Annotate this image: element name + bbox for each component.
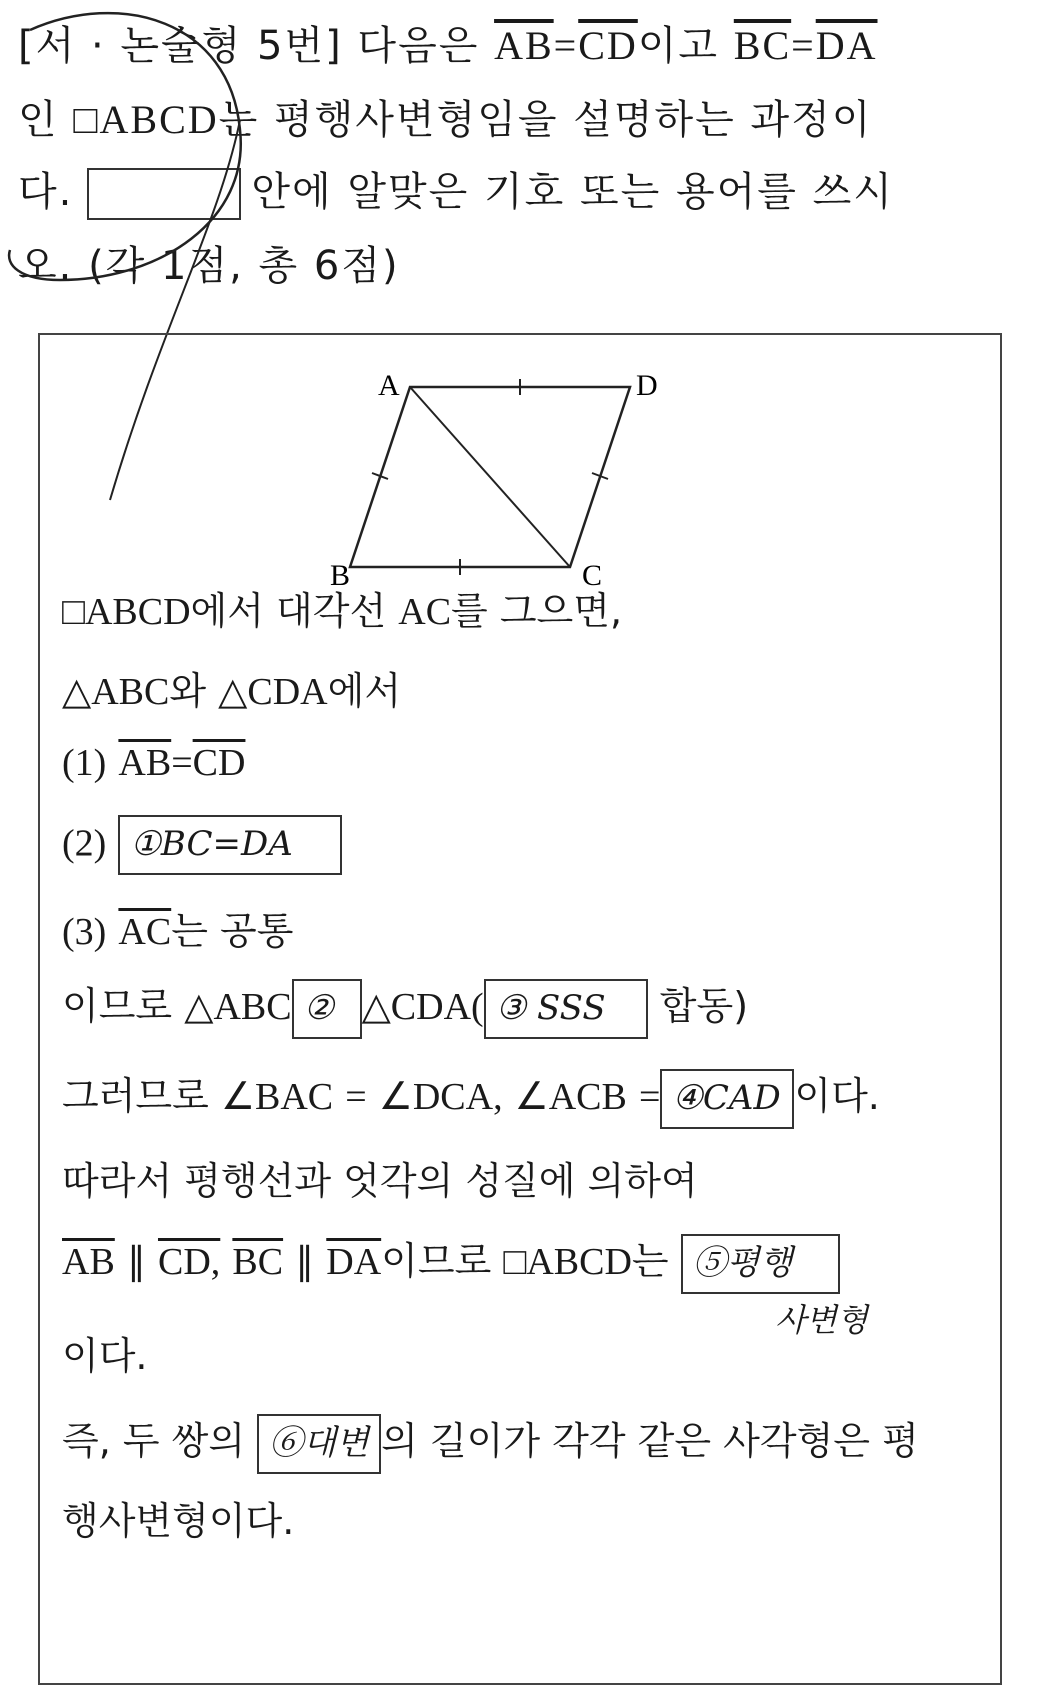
vertex-d-label: D: [636, 369, 658, 402]
question-line-1: [18, 14, 878, 71]
triangle-abc: △ABC: [62, 671, 170, 713]
and-text: 와: [169, 669, 207, 713]
vertex-a-label: A: [378, 369, 400, 402]
segment-ac: $\overline{AC}$: [118, 911, 172, 953]
blank-box-icon: [87, 168, 241, 220]
angle-acb: ∠ACB: [514, 1076, 627, 1118]
proof-line-1: [62, 580, 622, 635]
question-line-4: [18, 234, 400, 291]
angle-bac: ∠BAC: [220, 1076, 334, 1118]
so-text: 이므로: [381, 1239, 492, 1283]
points-text: 오. (각 1점, 총 6점): [18, 243, 400, 289]
conjunction-text: 이고: [637, 23, 720, 69]
step-3-number: (3): [62, 911, 107, 953]
quad-abcd: □ABCD: [73, 97, 219, 142]
line2-start: 인: [18, 97, 59, 143]
quad-abcd: □ABCD: [503, 1241, 632, 1283]
answer-box-3: ③ SSS: [484, 979, 648, 1039]
conclusion-end-text: 행사변형이다.: [62, 1499, 295, 1543]
step-1-number: (1): [62, 742, 107, 784]
segment-bc: $\overline{BC}$: [733, 23, 792, 68]
segment-ab: $\overline{AB}$: [62, 1241, 115, 1283]
is-text: 이다.: [62, 1334, 148, 1378]
diagonal-text: 에서 대각선: [190, 589, 387, 633]
equals-sign-2: =: [791, 23, 816, 68]
line3-start: 다.: [18, 169, 74, 215]
in-text: 에서: [327, 669, 402, 713]
diagonal-ac-icon: [410, 387, 570, 567]
equals-sign-2: =: [638, 1076, 661, 1118]
answer-box-6: ⑥대변: [257, 1414, 381, 1474]
answer-box-1: ①BC=DA: [118, 815, 342, 875]
proof-line-9: [62, 1230, 840, 1294]
equals-sign: =: [171, 742, 193, 784]
answer-box-2: ②: [292, 979, 362, 1039]
vertex-c-label: C: [582, 559, 603, 592]
is-text: 이다.: [794, 1074, 880, 1118]
segment-cd: $\overline{CD}$: [578, 23, 638, 68]
topic-particle: 는: [631, 1239, 669, 1283]
segment-ab: $\overline{AB}$: [118, 742, 172, 784]
conclusion-text: 의 길이가 각각 같은 사각형은 평: [381, 1419, 919, 1463]
segment-da: $\overline{DA}$: [815, 23, 878, 68]
angle-dca: ∠DCA,: [378, 1076, 503, 1118]
proof-box: [38, 333, 1002, 1685]
answer-box-5: ⑤평행: [681, 1234, 840, 1294]
proof-line-4: [62, 815, 342, 875]
vertex-b-label: B: [330, 559, 351, 592]
segment-cd: CD,: [157, 1241, 221, 1283]
proof-line-11: [62, 1410, 919, 1474]
proof-line-8: [62, 1150, 698, 1205]
parallel-sign-2: ∥: [295, 1241, 315, 1283]
equals-sign: =: [553, 23, 579, 68]
handwritten-note: 사변형: [775, 1301, 868, 1339]
proof-line-6: [62, 975, 748, 1039]
thus-text: 그러므로: [62, 1074, 209, 1118]
draw-text: 를 그으면,: [451, 589, 623, 633]
question-label: [서 · 논술형 5번] 다음은: [18, 23, 480, 69]
question-line-3: [18, 160, 894, 220]
reason-text: 따라서 평행선과 엇각의 성질에 의하여: [62, 1159, 698, 1203]
segment-ab: $\overline{AB}$: [494, 23, 554, 68]
triangle-abc: △ABC: [184, 986, 292, 1028]
parallel-sign: ∥: [126, 1241, 146, 1283]
proof-line-12: [62, 1490, 294, 1545]
line3-rest: 안에 알맞은 기호 또는 용어를 쓰시: [251, 169, 894, 215]
equals-sign: =: [345, 1076, 367, 1118]
triangle-cda: △CDA: [218, 671, 328, 713]
common-text: 는 공통: [171, 909, 294, 953]
triangle-cda: △CDA(: [361, 986, 484, 1028]
segment-bc: $\overline{BC}$: [232, 1241, 284, 1283]
segment-ac: AC: [398, 591, 452, 633]
congruent-text: 합동): [659, 984, 749, 1028]
question-line-2: [18, 88, 872, 145]
that-is-text: 즉, 두 쌍의: [62, 1419, 246, 1463]
step-2-number: (2): [62, 822, 107, 865]
proof-line-2: [62, 660, 401, 715]
segment-cd: $\overline{CD}$: [192, 742, 246, 784]
proof-line-5: [62, 900, 293, 955]
quad-abcd: □ABCD: [62, 591, 191, 633]
proof-line-3: [62, 740, 245, 785]
segment-da: $\overline{DA}$: [326, 1241, 382, 1283]
proof-line-10: [62, 1325, 148, 1380]
answer-box-4: ④CAD: [660, 1069, 794, 1129]
therefore-text: 이므로: [62, 984, 173, 1028]
proof-line-7: [62, 1065, 880, 1129]
line2-rest: 는 평행사변형임을 설명하는 과정이: [218, 97, 873, 143]
